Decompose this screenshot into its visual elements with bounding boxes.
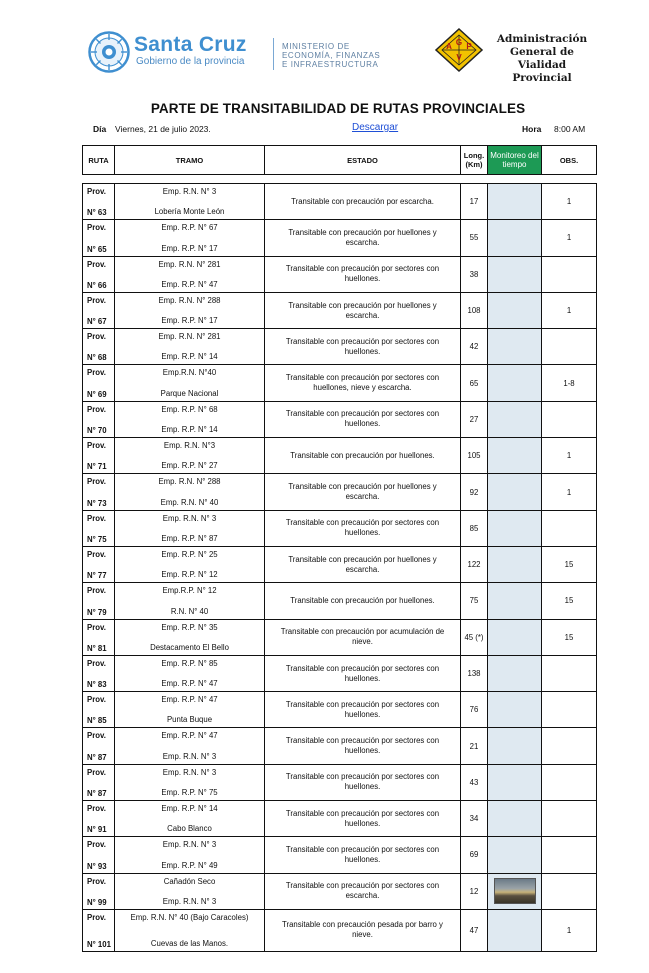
route-prefix: Prov.: [87, 622, 106, 632]
segment-to: Lobería Monte León: [154, 207, 225, 217]
table-row: [83, 873, 597, 909]
route-cell: [83, 728, 115, 764]
route-number: N° 67: [87, 317, 107, 327]
weather-monitor-cell: [488, 728, 542, 764]
santa-cruz-subtitle: Gobierno de la provincia: [136, 56, 245, 67]
length-cell: 65: [461, 365, 488, 401]
route-cell: [83, 184, 115, 220]
length-cell: 12: [461, 873, 488, 909]
route-cell: [83, 510, 115, 546]
segment-to: Cabo Blanco: [167, 824, 212, 834]
segment-to: Emp. R.P. N° 14: [161, 425, 218, 435]
table-row: [83, 184, 597, 220]
obs-cell: [542, 837, 597, 873]
table-row: [83, 692, 597, 728]
route-number: N° 77: [87, 571, 107, 581]
column-header-table: [82, 145, 597, 175]
table-row: [83, 619, 597, 655]
segment-from: Emp. R.P. N° 35: [161, 622, 218, 632]
hora-value: 8:00 AM: [554, 124, 586, 134]
route-prefix: Prov.: [87, 332, 106, 342]
length-cell: 92: [461, 474, 488, 510]
route-number: N° 66: [87, 280, 107, 290]
segment-cell: [115, 873, 265, 909]
segment-cell: [115, 329, 265, 365]
status-cell: Transitable con precaución por sectores con huellones.: [265, 510, 461, 546]
route-number: N° 83: [87, 680, 107, 690]
obs-cell: [542, 873, 597, 909]
status-cell: Transitable con precaución por sectores con huellones.: [265, 329, 461, 365]
weather-monitor-cell: [488, 801, 542, 837]
weather-monitor-cell: [488, 909, 542, 951]
table-row: [83, 401, 597, 437]
segment-cell: [115, 474, 265, 510]
route-prefix: Prov.: [87, 767, 106, 777]
segment-to: Emp. R.P. N° 47: [161, 279, 218, 289]
route-prefix: Prov.: [87, 731, 106, 741]
segment-from: Emp. R.N. N° 3: [162, 187, 217, 196]
route-number: N° 70: [87, 426, 107, 436]
route-cell: [83, 619, 115, 655]
santa-cruz-emblem-icon: [88, 31, 130, 73]
status-cell: Transitable con precaución por acumulación de nieve.: [265, 619, 461, 655]
status-cell: Transitable con precaución por sectores con huellones.: [265, 256, 461, 292]
col-header-obs: OBS.: [542, 146, 597, 175]
col-header-monitor-line: tiempo: [502, 160, 527, 169]
length-cell: 17: [461, 184, 488, 220]
status-cell: Transitable con precaución por sectores con escarcha.: [265, 873, 461, 909]
table-row: [83, 438, 597, 474]
route-number: N° 87: [87, 752, 107, 762]
status-cell: Transitable con precaución por huellones.: [265, 583, 461, 619]
col-header-tramo: TRAMO: [115, 146, 265, 175]
route-prefix: Prov.: [87, 840, 106, 850]
route-prefix: Prov.: [87, 513, 106, 523]
segment-cell: [115, 438, 265, 474]
obs-cell: [542, 256, 597, 292]
route-number: N° 99: [87, 897, 107, 907]
obs-cell: 1: [542, 184, 597, 220]
status-cell: Transitable con precaución por sectores con huellones.: [265, 728, 461, 764]
table-row: [83, 728, 597, 764]
route-prefix: Prov.: [87, 259, 106, 269]
segment-cell: [115, 510, 265, 546]
agvp-line: General de Vialidad: [510, 46, 574, 71]
obs-cell: [542, 764, 597, 800]
segment-to: Emp. R.P. N° 17: [161, 316, 218, 326]
route-number: N° 81: [87, 643, 107, 653]
segment-from: Emp. R.P. N° 47: [161, 695, 218, 705]
route-cell: [83, 329, 115, 365]
col-header-estado: ESTADO: [265, 146, 461, 175]
route-prefix: Prov.: [87, 477, 106, 487]
route-prefix: Prov.: [87, 695, 106, 705]
agvp-letter-v: V: [456, 53, 462, 62]
status-cell: Transitable con precaución pesada por barro y nieve.: [265, 909, 461, 951]
ministry-line: MINISTERIO DE: [282, 42, 350, 51]
ministry-name: [282, 42, 380, 69]
obs-cell: [542, 655, 597, 691]
weather-monitor-cell: [488, 619, 542, 655]
santa-cruz-wordmark: Santa Cruz: [134, 33, 247, 56]
ministry-line: E INFRAESTRUCTURA: [282, 60, 379, 69]
obs-cell: 1: [542, 220, 597, 256]
agvp-letter-g: G: [455, 38, 463, 47]
segment-from: Cañadón Seco: [163, 876, 216, 886]
table-row: [83, 510, 597, 546]
route-number: N° 85: [87, 716, 107, 726]
route-cell: [83, 583, 115, 619]
status-cell: Transitable con precaución por sectores con huellones.: [265, 692, 461, 728]
obs-cell: 15: [542, 546, 597, 582]
segment-to: Cuevas de las Manos.: [150, 938, 229, 948]
obs-cell: [542, 728, 597, 764]
weather-monitor-cell: [488, 510, 542, 546]
col-header-monitor-line: Monitoreo del: [490, 151, 539, 160]
segment-cell: [115, 292, 265, 328]
hora-label: Hora: [522, 124, 542, 134]
table-row: [83, 474, 597, 510]
segment-to: Emp. R.N. N° 40: [160, 497, 219, 507]
route-prefix: Prov.: [87, 295, 106, 305]
weather-monitor-cell: [488, 401, 542, 437]
status-cell: Transitable con precaución por huellones y escarcha.: [265, 474, 461, 510]
segment-from: Emp. R.P. N° 14: [161, 804, 218, 814]
segment-to: Emp. R.P. N° 14: [161, 352, 218, 362]
length-cell: 85: [461, 510, 488, 546]
agvp-letter-p: P: [466, 42, 472, 51]
routes-table-body: [83, 184, 597, 952]
weather-monitor-cell: [488, 655, 542, 691]
route-cell: [83, 220, 115, 256]
route-cell: [83, 655, 115, 691]
weather-monitor-cell: [488, 764, 542, 800]
route-number: N° 68: [87, 353, 107, 363]
segment-cell: [115, 220, 265, 256]
route-prefix: Prov.: [87, 912, 106, 922]
dia-label: Día: [93, 124, 107, 134]
segment-cell: [115, 619, 265, 655]
segment-to: Destacamento El Bello: [150, 642, 229, 652]
route-number: N° 93: [87, 861, 107, 871]
segment-cell: [115, 655, 265, 691]
weather-monitor-cell: [488, 438, 542, 474]
length-cell: 122: [461, 546, 488, 582]
route-number: N° 87: [87, 789, 107, 799]
segment-to: Emp. R.P. N° 47: [161, 679, 218, 689]
route-cell: [83, 909, 115, 951]
segment-from: Emp.R.P. N° 12: [162, 586, 217, 596]
segment-to: Emp. R.P. N° 49: [161, 860, 218, 870]
status-cell: Transitable con precaución por sectores con huellones.: [265, 837, 461, 873]
obs-cell: [542, 510, 597, 546]
segment-cell: [115, 692, 265, 728]
weather-monitor-cell: [488, 220, 542, 256]
weather-monitor-cell: [488, 837, 542, 873]
table-row: [83, 365, 597, 401]
col-header-long-line: Long.: [463, 151, 485, 160]
route-number: N° 101: [87, 939, 111, 949]
header-divider: [273, 38, 274, 70]
route-cell: [83, 837, 115, 873]
route-cell: [83, 546, 115, 582]
segment-from: Emp. R.N. N°3: [163, 441, 216, 451]
route-number: N° 73: [87, 498, 107, 508]
col-header-long-line: (Km): [465, 160, 483, 169]
segment-to: Emp. R.P. N° 27: [161, 461, 218, 471]
length-cell: 138: [461, 655, 488, 691]
length-cell: 105: [461, 438, 488, 474]
weather-camera-thumbnail[interactable]: [494, 878, 536, 904]
segment-cell: [115, 764, 265, 800]
length-cell: 47: [461, 909, 488, 951]
segment-to: Emp. R.P. N° 17: [161, 243, 218, 253]
segment-cell: [115, 909, 265, 951]
route-number: N° 65: [87, 244, 107, 254]
segment-from: Emp. R.N. N° 3: [162, 767, 217, 777]
table-row: [83, 583, 597, 619]
length-cell: 42: [461, 329, 488, 365]
segment-from: Emp. R.P. N° 67: [161, 223, 218, 233]
segment-cell: [115, 583, 265, 619]
obs-cell: 1: [542, 474, 597, 510]
length-cell: 69: [461, 837, 488, 873]
col-header-ruta: RUTA: [83, 146, 115, 175]
weather-monitor-cell: [488, 546, 542, 582]
table-row: [83, 220, 597, 256]
table-row: [83, 546, 597, 582]
length-cell: 27: [461, 401, 488, 437]
segment-from: Emp. R.N. N° 40 (Bajo Caracoles): [130, 912, 249, 922]
segment-cell: [115, 365, 265, 401]
route-prefix: Prov.: [87, 441, 106, 451]
obs-cell: 15: [542, 619, 597, 655]
table-row: [83, 256, 597, 292]
page-header: [0, 0, 649, 95]
route-number: N° 71: [87, 462, 107, 472]
segment-to: Emp. R.N. N° 3: [162, 751, 217, 761]
obs-cell: [542, 329, 597, 365]
segment-from: Emp. R.P. N° 85: [161, 658, 218, 668]
length-cell: 75: [461, 583, 488, 619]
route-prefix: Prov.: [87, 658, 106, 668]
segment-from: Emp. R.P. N° 47: [161, 731, 218, 741]
route-number: N° 91: [87, 825, 107, 835]
route-number: N° 63: [87, 208, 107, 218]
segment-to: Punta Buque: [166, 715, 213, 725]
length-cell: 55: [461, 220, 488, 256]
segment-to: Emp. R.P. N° 87: [161, 533, 218, 543]
download-link[interactable]: Descargar: [352, 122, 399, 133]
col-header-long: [461, 146, 488, 175]
agvp-line: Administración: [496, 33, 588, 45]
segment-from: Emp.R.N. N°40: [162, 368, 217, 378]
route-cell: [83, 365, 115, 401]
status-cell: Transitable con precaución por sectores con huellones.: [265, 401, 461, 437]
agvp-logo-icon: [434, 27, 484, 73]
status-cell: Transitable con precaución por sectores con huellones.: [265, 801, 461, 837]
segment-to: R.N. N° 40: [170, 606, 209, 616]
agvp-letter-a: A: [446, 42, 452, 51]
segment-from: Emp. R.N. N° 281: [158, 259, 221, 269]
dia-value: Viernes, 21 de julio 2023.: [115, 124, 211, 134]
route-cell: [83, 401, 115, 437]
status-cell: Transitable con precaución por huellones.: [265, 438, 461, 474]
table-row: [83, 292, 597, 328]
weather-monitor-cell: [488, 692, 542, 728]
obs-cell: [542, 692, 597, 728]
obs-cell: [542, 401, 597, 437]
route-prefix: Prov.: [87, 223, 106, 233]
route-cell: [83, 873, 115, 909]
route-cell: [83, 256, 115, 292]
segment-to: Emp. R.P. N° 12: [161, 570, 218, 580]
table-row: [83, 329, 597, 365]
segment-cell: [115, 801, 265, 837]
segment-from: Emp. R.N. N° 281: [158, 332, 221, 342]
weather-monitor-cell: [488, 256, 542, 292]
table-row: [83, 837, 597, 873]
route-cell: [83, 801, 115, 837]
obs-cell: 1: [542, 292, 597, 328]
agvp-line: Provincial: [512, 72, 572, 84]
length-cell: 43: [461, 764, 488, 800]
agvp-name: [486, 33, 598, 85]
status-cell: Transitable con precaución por sectores con huellones.: [265, 764, 461, 800]
route-prefix: Prov.: [87, 876, 106, 886]
routes-table: [82, 183, 597, 952]
length-cell: 38: [461, 256, 488, 292]
length-cell: 21: [461, 728, 488, 764]
page-title: PARTE DE TRANSITABILIDAD DE RUTAS PROVINCIALES: [150, 101, 526, 116]
weather-monitor-cell: [488, 873, 542, 909]
segment-from: Emp. R.P. N° 68: [161, 404, 218, 414]
segment-to: Emp. R.P. N° 75: [161, 788, 218, 798]
status-cell: Transitable con precaución por sectores con huellones, nieve y escarcha.: [265, 365, 461, 401]
segment-cell: [115, 401, 265, 437]
weather-monitor-cell: [488, 329, 542, 365]
table-row: [83, 801, 597, 837]
route-prefix: Prov.: [87, 586, 106, 596]
status-cell: Transitable con precaución por huellones y escarcha.: [265, 220, 461, 256]
route-number: N° 79: [87, 607, 107, 617]
segment-from: Emp. R.N. N° 288: [158, 295, 221, 305]
table-row: [83, 909, 597, 951]
length-cell: 45 (*): [461, 619, 488, 655]
segment-from: Emp. R.N. N° 3: [162, 840, 217, 850]
obs-cell: [542, 801, 597, 837]
obs-cell: 15: [542, 583, 597, 619]
route-prefix: Prov.: [87, 187, 106, 196]
segment-from: Emp. R.N. N° 3: [162, 513, 217, 523]
weather-monitor-cell: [488, 292, 542, 328]
segment-cell: [115, 256, 265, 292]
length-cell: 76: [461, 692, 488, 728]
weather-monitor-cell: [488, 184, 542, 220]
segment-to: Emp. R.N. N° 3: [162, 896, 217, 906]
route-cell: [83, 764, 115, 800]
status-cell: Transitable con precaución por sectores con huellones.: [265, 655, 461, 691]
route-prefix: Prov.: [87, 804, 106, 814]
weather-monitor-cell: [488, 365, 542, 401]
route-cell: [83, 474, 115, 510]
table-row: [83, 655, 597, 691]
segment-from: Emp. R.P. N° 25: [161, 549, 218, 559]
status-cell: Transitable con precaución por huellones y escarcha.: [265, 292, 461, 328]
table-row: [83, 764, 597, 800]
route-number: N° 75: [87, 534, 107, 544]
segment-cell: [115, 184, 265, 220]
segment-cell: [115, 837, 265, 873]
ministry-line: ECONOMÍA, FINANZAS: [282, 51, 381, 60]
status-cell: Transitable con precaución por huellones y escarcha.: [265, 546, 461, 582]
obs-cell: 1-8: [542, 365, 597, 401]
route-cell: [83, 292, 115, 328]
segment-to: Parque Nacional: [160, 388, 219, 398]
length-cell: 108: [461, 292, 488, 328]
route-prefix: Prov.: [87, 368, 106, 378]
status-cell: Transitable con precaución por escarcha.: [265, 184, 461, 220]
weather-monitor-cell: [488, 583, 542, 619]
segment-from: Emp. R.N. N° 288: [158, 477, 221, 487]
weather-monitor-cell: [488, 474, 542, 510]
route-cell: [83, 438, 115, 474]
segment-cell: [115, 728, 265, 764]
obs-cell: 1: [542, 438, 597, 474]
route-prefix: Prov.: [87, 404, 106, 414]
segment-cell: [115, 546, 265, 582]
route-number: N° 69: [87, 389, 107, 399]
col-header-monitor: [488, 146, 542, 175]
route-cell: [83, 692, 115, 728]
length-cell: 34: [461, 801, 488, 837]
route-prefix: Prov.: [87, 549, 106, 559]
obs-cell: 1: [542, 909, 597, 951]
